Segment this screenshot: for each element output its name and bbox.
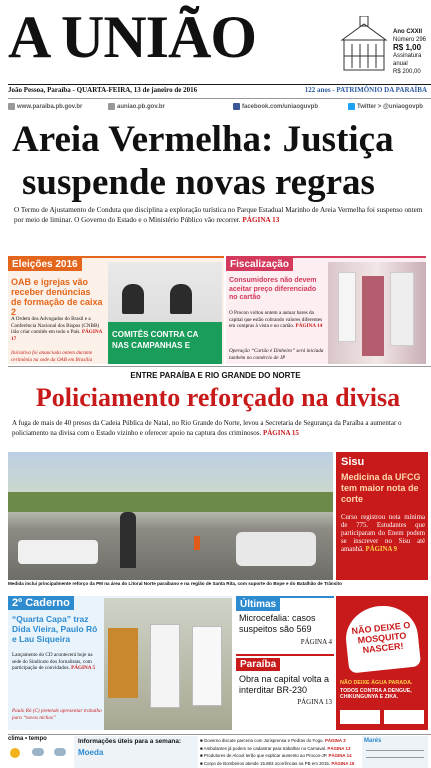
banner-text-1: COMITÊS CONTRA CA [112, 330, 199, 339]
policia-caption: Medida inclui principalmente reforço da PM na área do Litoral Norte paraibano e na região de Santa Rita, com suporte do Bope e do Batalhão de Trânsito [8, 581, 342, 586]
fiscal-page-link[interactable]: PÁGINA 14 [295, 323, 323, 330]
facebook-link[interactable]: facebook.com/uniaoguvpb [233, 103, 318, 110]
issue-price: R$ 1,00 [393, 43, 422, 52]
lede-page-link[interactable]: PÁGINA 13 [242, 216, 280, 224]
news-item[interactable]: ■ Governo discute parceria com Jurisprensa e Pedras do Fogo. PÁGINA 3 [200, 738, 346, 743]
ultimas-tag: Últimas [236, 598, 280, 611]
issue-year: Ano CXXII [393, 29, 423, 35]
campaign-logo [384, 710, 424, 724]
caderno-body: Lançamento do CD acontecerá hoje na sede do Sindicato dos Jornalistas, com participação de convidados. PÁGINA 5 [12, 652, 96, 672]
main-headline[interactable] [12, 118, 428, 204]
suv-car [236, 532, 316, 566]
clothing-shape [338, 272, 356, 342]
ad-line-1: NÃO DEIXE ÁGUA PARADA. [340, 680, 413, 686]
ultimas-panel[interactable] [236, 596, 334, 654]
caderno-tag: 2º Caderno [8, 596, 74, 610]
sisu-title: Medicina da UFCG tem maior nota de corte [341, 472, 421, 504]
fiscal-photo [328, 262, 426, 364]
person-silhouette [150, 624, 180, 708]
slogan: 122 anos - PATRIMÔNIO DA PARAÍBA [304, 86, 427, 94]
masthead-rule [8, 84, 431, 85]
person-silhouette [170, 284, 192, 314]
twitter-icon [348, 103, 355, 110]
news-item[interactable]: ■ Corpo de Bombeiros atende 15.883 ocorrências na PB em 2015. PÁGINA 15 [200, 760, 355, 766]
news-list [200, 737, 360, 768]
policia-lede: A fuga de mais de 40 presos da Cadeia Pública de Natal, no Rio Grande do Norte, levou a Secretaria de Segurança da Paraíba a aumentar o policiamento na divisa com o Estado vizinho e oferecer apoio na captura dos criminosos. PÁGINA 15 [12, 419, 402, 437]
ad-line-2: TODOS CONTRA A DENGUE, CHIKUNGUNYA E ZIKA. [340, 688, 412, 701]
newspaper-logo: A UNIÃO [8, 4, 257, 70]
traffic-cone [194, 536, 200, 550]
site-link[interactable]: www.paraiba.pb.gov.br [8, 103, 82, 110]
eleicoes-foot: Iniciativa foi anunciada ontem durante cerimônia na sede da OAB em Brasília [11, 350, 93, 363]
eleicoes-photo [108, 262, 222, 364]
eleicoes-tag: Eleições 2016 [8, 258, 82, 271]
weather-box [8, 736, 72, 768]
section-rule [8, 366, 431, 367]
policia-kicker: ENTRE PARAÍBA E RIO GRANDE DO NORTE [130, 371, 301, 380]
green-banner [108, 322, 222, 364]
fiscal-title: Consumidores não devem aceitar preço diferenciado no cartão [229, 277, 317, 301]
subscription-label: Assinatura [393, 53, 422, 59]
issue-info [393, 28, 431, 76]
caderno-title: “Quarta Capa” traz Dida Vieira, Paulo Rô e Lau Siqueira [12, 614, 98, 644]
tides-box [362, 736, 428, 768]
police-officer [120, 512, 136, 568]
globe-icon [8, 103, 15, 110]
sisu-page-link[interactable]: PÁGINA 9 [365, 546, 398, 553]
government-logo [340, 710, 380, 724]
ultimas-page-link[interactable]: PÁGINA 4 [300, 638, 332, 646]
fiscal-body: O Procon voltou ontem a autuar bares da capital que estão cobrando valores diferentes em compras à vista e no cartão. PÁGINA 14 [229, 310, 323, 330]
dateline-rule [8, 98, 431, 99]
person-silhouette [192, 626, 222, 706]
paraiba-tag: Paraíba [236, 658, 280, 671]
policia-headline[interactable]: Policiamento reforçado na divisa [35, 383, 401, 412]
paraiba-page-link[interactable]: PÁGINA 13 [297, 698, 332, 706]
caderno-page-link[interactable]: PÁGINA 5 [71, 665, 96, 672]
paraiba-title: Obra na capital volta a interditar BR-230 [239, 674, 330, 695]
sisu-tag: Sisu [341, 456, 365, 468]
eleicoes-body: A Ordem dos Advogados do Brasil e a Conferência Nacional dos Bispos (CNBB) irão criar comitês em todo o País. PÁGINA 17 [11, 316, 103, 342]
twitter-link[interactable]: Twitter > @uniaogovpb [348, 103, 423, 110]
policia-page-link[interactable]: PÁGINA 15 [262, 429, 299, 437]
paraiba-panel[interactable] [236, 654, 334, 730]
caderno-panel[interactable] [8, 596, 232, 730]
news-item[interactable]: ■ Produtores de Alcool terão que explicar aumento ao Procon-JP. PÁGINA 14 [200, 753, 352, 759]
caderno-photo [104, 598, 232, 730]
eleicoes-page-link[interactable]: PÁGINA 17 [11, 329, 103, 342]
sisu-body: Curso registrou nota mínima de 775. Estudantes que participaram do Enem podem se inscrever no Sisu até amanhã. PÁGINA 9 [341, 514, 425, 553]
fiscal-foot: Operação “Cartão é Dinheiro” será iniciada também no comércio de JP [229, 348, 324, 361]
clothing-shape [362, 276, 384, 356]
person-silhouette [108, 628, 138, 698]
date-text: João Pessoa, Paraíba - QUARTA-FEIRA, 13 de janeiro de 2016 [8, 86, 198, 94]
policia-photo [8, 452, 333, 580]
building-icon [340, 16, 388, 72]
facebook-icon [233, 103, 240, 110]
person-silhouette [122, 284, 144, 314]
cloud-icon [54, 748, 66, 756]
info-box [74, 736, 198, 768]
subscription-period: anual [393, 61, 408, 67]
sun-icon [10, 748, 20, 758]
link-bar [8, 100, 431, 114]
headline-line-1: Areia Vermelha: Justiça [12, 119, 394, 160]
police-car [18, 540, 98, 564]
lede-text: O Termo de Ajustamento de Conduta que disciplina a exploração turística no Parque Estadual Marinho de Areia Vermelha foi suspenso ontem por meio de liminar. O Governo do Estado e o Ministério Público vão recorrer. [14, 206, 423, 224]
fiscal-tag: Fiscalização [226, 258, 293, 271]
headline-line-2: suspende novas regras [22, 162, 375, 203]
tides-table-line [366, 750, 424, 751]
sisu-panel[interactable] [336, 452, 428, 580]
dengue-ad[interactable] [336, 596, 428, 730]
currency-label: Moeda [78, 748, 104, 757]
weather-title: clima • tempo [8, 736, 47, 742]
globe-icon [108, 103, 115, 110]
fiscal-panel[interactable] [226, 256, 426, 364]
banner-text-2: NAS CAMPANHAS E [112, 341, 191, 350]
cloud-icon [32, 748, 44, 756]
subscription-price: R$ 200,00 [393, 69, 421, 75]
news-item[interactable]: ■ Ambulantes já podem se cadastrar para trabalhar no Carnaval. PÁGINA 13 [200, 745, 351, 751]
site-link-2[interactable]: auniao.pb.gov.br [108, 103, 165, 110]
tides-table-line [366, 757, 424, 758]
dateline [8, 86, 431, 98]
info-title: Informações úteis para a semana: [78, 738, 182, 745]
treeline [8, 492, 333, 512]
issue-number: Número 296 [393, 37, 427, 43]
eleicoes-title: OAB e igrejas vão receber denúncias de formação de caixa 2 [11, 277, 103, 317]
ad-title: NÃO DEIXE O MOSQUITO NASCER! [343, 602, 421, 673]
clothing-shape [390, 272, 414, 346]
ultimas-title: Microcefalia: casos suspeitos são 569 [239, 613, 316, 634]
footer-rule [8, 734, 431, 735]
caderno-foot: Paulo Rô (C) pretende apresentar trabalho para “novos nichos” [12, 708, 102, 721]
tides-title: Marés [364, 738, 382, 744]
eleicoes-panel[interactable] [8, 256, 224, 364]
main-lede [14, 205, 424, 225]
